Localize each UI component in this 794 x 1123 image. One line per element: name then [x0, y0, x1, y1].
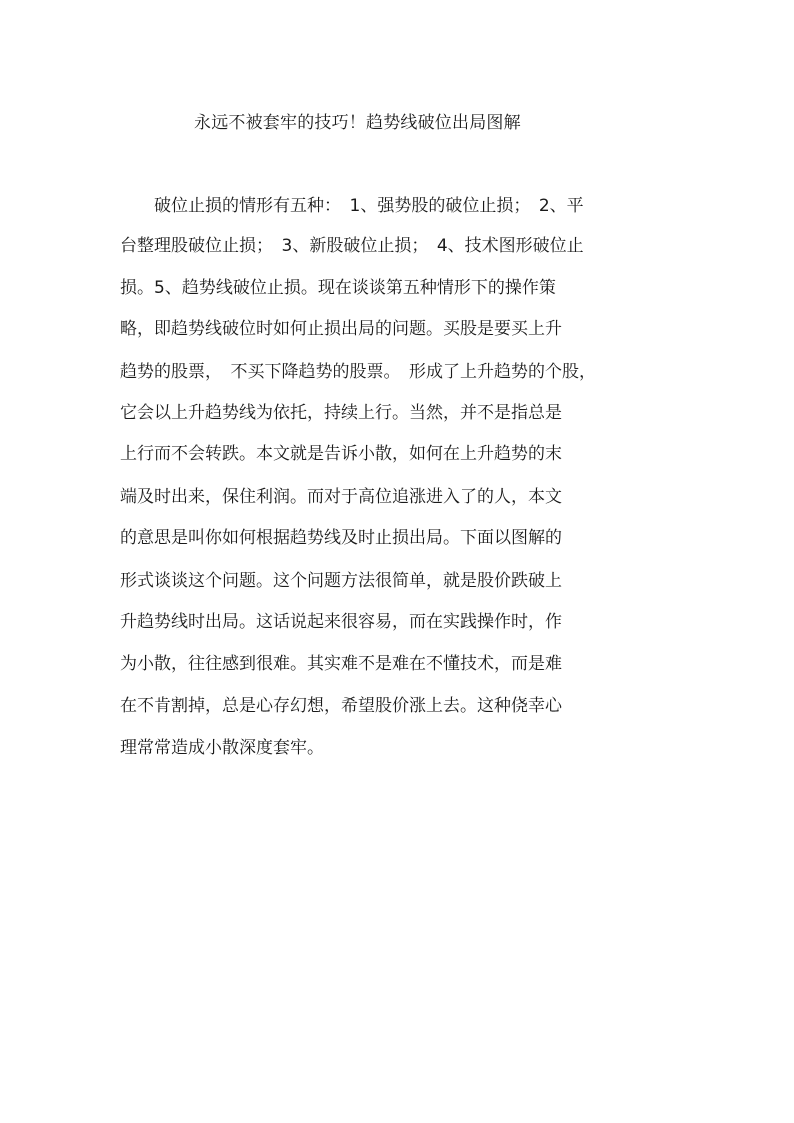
- paragraph-line: 略，即趋势线破位时如何止损出局的问题。买股是要买上升: [120, 319, 562, 339]
- paragraph-line: 趋势的股票， 不买下降趋势的股票。 形成了上升趋势的个股，: [120, 362, 596, 382]
- paragraph-line: 为小散，往往感到很难。其实难不是难在不懂技术，而是难: [120, 654, 562, 674]
- paragraph-line: 它会以上升趋势线为依托，持续上行。当然，并不是指总是: [120, 403, 562, 423]
- paragraph-line: 升趋势线时出局。这话说起来很容易，而在实践操作时，作: [120, 612, 562, 632]
- paragraph-line: 损。5、趋势线破位止损。现在谈谈第五种情形下的操作策: [120, 278, 556, 298]
- paragraph-line: 在不肯割掉，总是心存幻想，希望股价涨上去。这种侥幸心: [120, 696, 562, 716]
- paragraph-line: 台整理股破位止损； 3、新股破位止损； 4、技术图形破位止: [120, 236, 584, 256]
- paragraph-line: 破位止损的情形有五种： 1、强势股的破位止损； 2、平: [120, 196, 584, 216]
- document-title: 永远不被套牢的技巧！趋势线破位出局图解: [194, 113, 521, 133]
- paragraph-line: 上行而不会转跌。本文就是告诉小散，如何在上升趋势的末: [120, 444, 562, 464]
- paragraph-line: 的意思是叫你如何根据趋势线及时止损出局。下面以图解的: [120, 528, 562, 548]
- paragraph-line: 理常常造成小散深度套牢。: [120, 738, 324, 758]
- paragraph-line: 形式谈谈这个问题。这个问题方法很简单，就是股价跌破上: [120, 571, 562, 591]
- paragraph-line: 端及时出来，保住利润。而对于高位追涨进入了的人，本文: [120, 487, 562, 507]
